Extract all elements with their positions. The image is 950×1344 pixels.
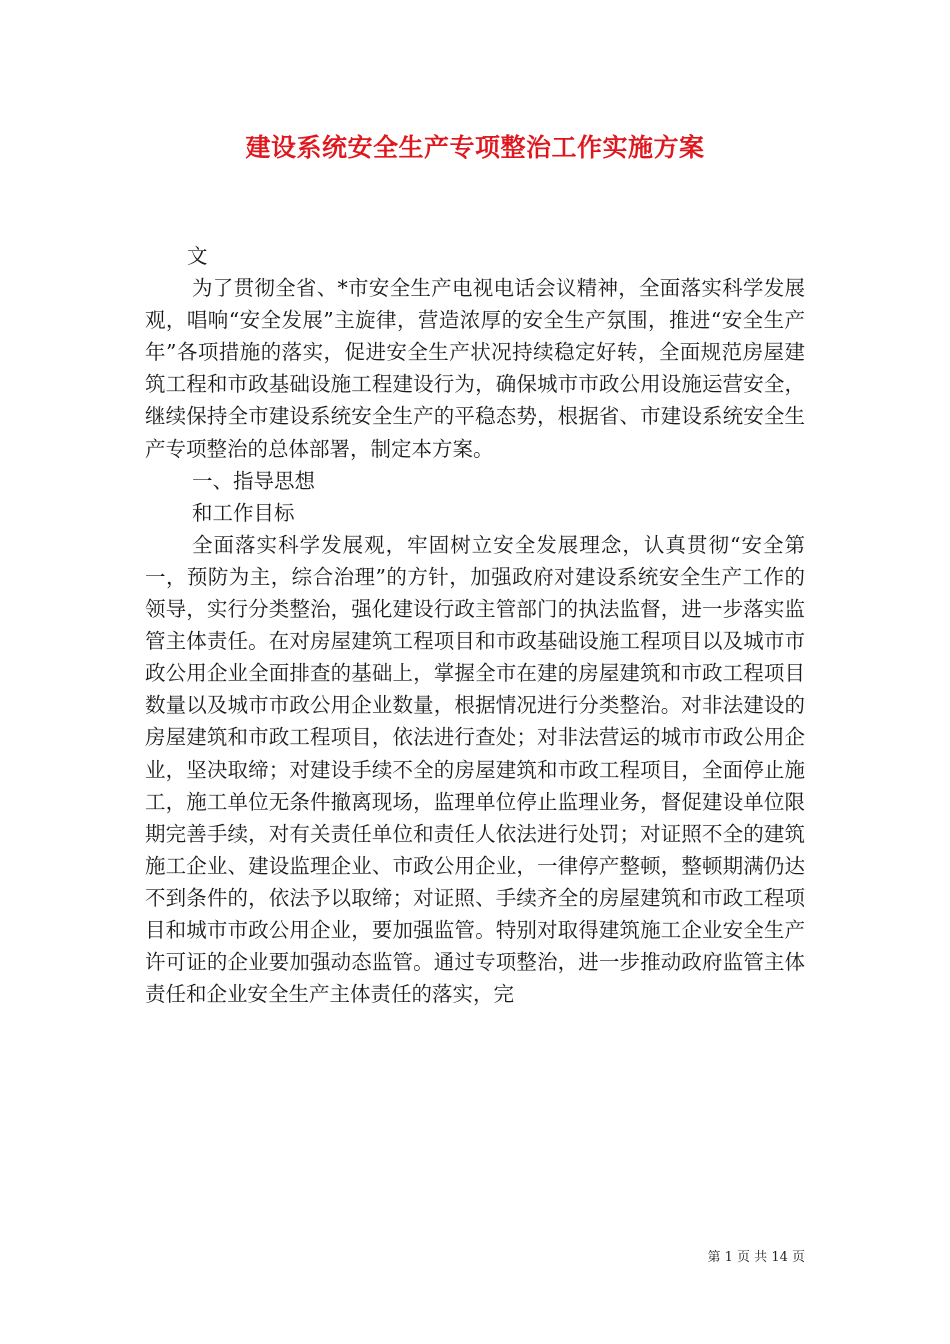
section-heading-work-goals: 和工作目标 bbox=[192, 500, 295, 525]
page-number-footer: 第 1 页 共 14 页 bbox=[707, 1250, 805, 1265]
paragraph-body: 全面落实科学发展观，牢固树立安全发展理念，认真贯彻“安全第一，预防为主，综合治理”的方针，加强政府对建设系统安全生产工作的领导，实行分类整治，强化建设行政主管部门的执法监督，进一步落实监管主体责任。在对房屋建筑工程项目和市政基础设施工程项目以及城市市政公用企业全面排查的基础上，掌握全市在建的房屋建筑和市政工程项目数量以及城市市政公用企业数量，根据情况进行分类整治。对非法建设的房屋建筑和市政工程项目，依法进行查处；对非法营运的城市市政公用企业，坚决取缔；对建设手续不全的房屋建筑和市政工程项目，全面停止施工，施工单位无条件撤离现场，监理单位停止监理业务，督促建设单位限期完善手续，对有关责任单位和责任人依法进行处罚；对证照不全的建筑施工企业、建设监理企业、市政公用企业，一律停产整顿，整顿期满仍达不到条件的，依法予以取缔；对证照、手续齐全的房屋建筑和市政工程项目和城市市政公用企业，要加强监管。特别对取得建筑施工企业安全生产许可证的企业要加强动态监管。通过专项整治，进一步推动政府监管主体责任和企业安全生产主体责任的落实，完 bbox=[145, 532, 805, 1007]
document-title: 建设系统安全生产专项整治工作实施方案 bbox=[245, 133, 705, 162]
paragraph-intro: 为了贯彻全省、*市安全生产电视电话会议精神，全面落实科学发展观，唱响“安全发展”主旋律，营造浓厚的安全生产氛围，推进“安全生产年”各项措施的落实，促进安全生产状况持续稳定好转，全面规范房屋建筑工程和市政基础设施工程建设行为，确保城市市政公用设施运营安全，继续保持全市建设系统安全生产的平稳态势，根据省、市建设系统安全生产专项整治的总体部署，制定本方案。 bbox=[145, 276, 805, 461]
document-body bbox=[145, 240, 805, 1010]
section-heading-guiding-thought: 一、指导思想 bbox=[192, 468, 315, 493]
paragraph-wen: 文 bbox=[187, 244, 208, 268]
